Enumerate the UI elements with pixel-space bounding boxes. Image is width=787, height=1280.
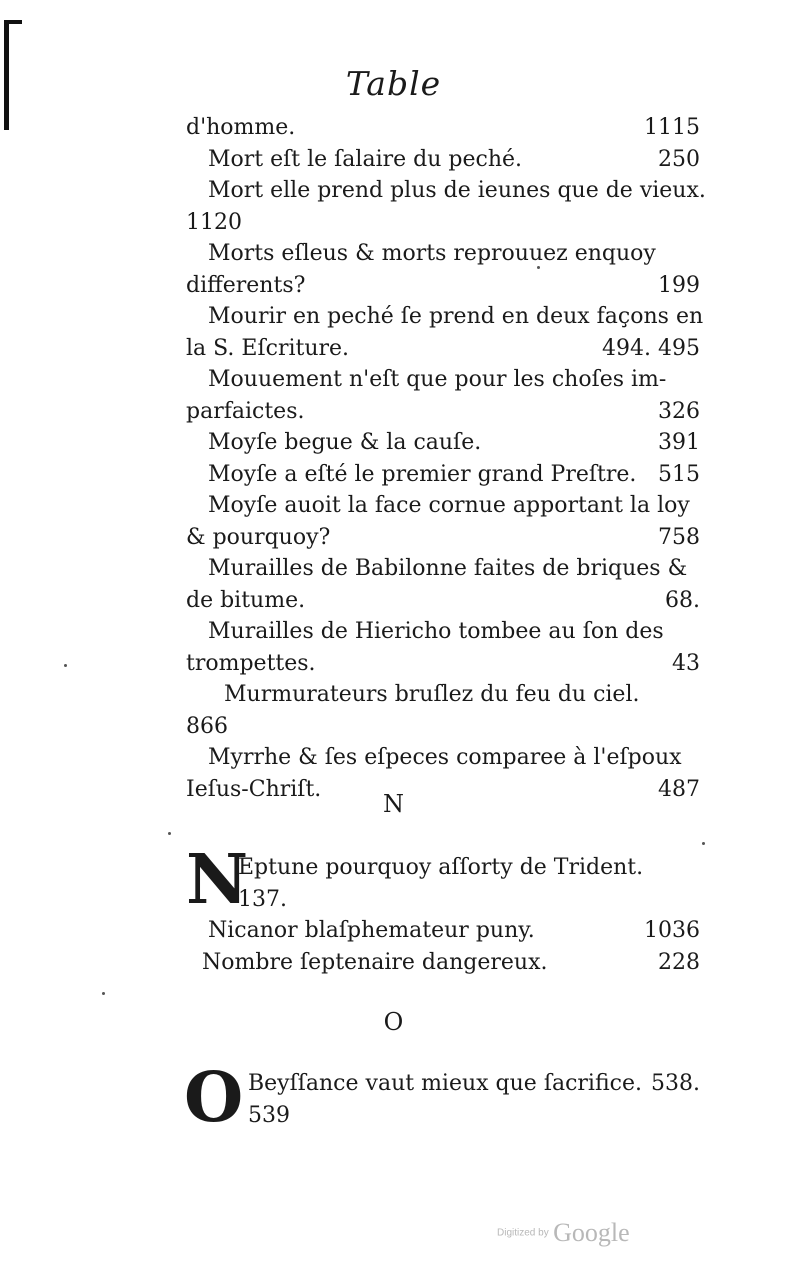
entry-line: Mouuement n'eſt que pour les choſes im- [208, 367, 667, 392]
entry-line: Murailles de Hiericho tombee au ſon des [208, 619, 664, 644]
entry-line: trompettes. 43 [186, 650, 700, 676]
entry-line: Nicanor blaſphemateur puny. 1036 [208, 918, 700, 943]
entry-line: Moyſe auoit la face cornue apportant la loy [208, 493, 690, 518]
entry-line: 866 [186, 713, 228, 739]
entry-line: Morts eſleus & morts reprouuez enquoy [208, 241, 656, 266]
entry-line: Nombre ſeptenaire dangereux. 228 [202, 949, 700, 975]
entry-line: de bitume. 68. [186, 587, 700, 613]
entry-line: Murmurateurs bruſlez du feu du ciel. [224, 682, 640, 707]
entry-line: d'homme. 1115 [186, 115, 700, 140]
entry-line: Eptune pourquoy aſſorty de Trident. [238, 855, 644, 880]
entry-line: & pourquoy? 758 [186, 524, 700, 550]
drop-cap-n: N [186, 840, 249, 920]
entry-line: 1120 [186, 209, 242, 235]
entry-line: Moyſe a eſté le premier grand Preſtre. 515 [208, 461, 700, 487]
ink-speck [102, 992, 105, 995]
ink-speck [168, 832, 171, 835]
ink-speck [537, 266, 540, 269]
entry-line: la S. Eſcriture. 494. 495 [186, 335, 700, 361]
entry-line: Myrrhe & ſes eſpeces comparee à l'eſpoux [208, 745, 682, 770]
ink-speck [702, 842, 705, 845]
entries-n [186, 852, 700, 978]
entry-line: parfaictes. 326 [186, 398, 700, 424]
entry-line: Moyſe begue & la cauſe. 391 [208, 430, 700, 455]
page-edge-tick [4, 20, 22, 24]
entries-o [186, 1068, 700, 1131]
entry-line: Mourir en peché ſe prend en deux façons en [208, 304, 704, 329]
entry-line: differents? 199 [186, 272, 700, 298]
entries-m [186, 112, 706, 805]
drop-cap-o: O [184, 1058, 244, 1138]
page-header: Table [345, 64, 442, 103]
entry-line: Murailles de Babilonne faites de briques & [208, 556, 688, 581]
section-letter-o: O [383, 1008, 404, 1036]
entry-line: 137. [238, 886, 287, 912]
entry-line: 539 [248, 1102, 290, 1128]
entry-line: Ieſus-Chriſt. 487 [186, 776, 700, 802]
entry-line: Mort eſt le ſalaire du peché. 250 [208, 146, 700, 172]
digitized-by-google-watermark: Digitized by Google [497, 1218, 630, 1247]
section-letter-n: N [383, 790, 404, 818]
entry-line: Mort elle prend plus de ieunes que de vieux. [208, 178, 706, 203]
ink-speck [64, 664, 67, 667]
entry-line: Beyſſance vaut mieux que ſacrifice. 538. [248, 1071, 700, 1096]
